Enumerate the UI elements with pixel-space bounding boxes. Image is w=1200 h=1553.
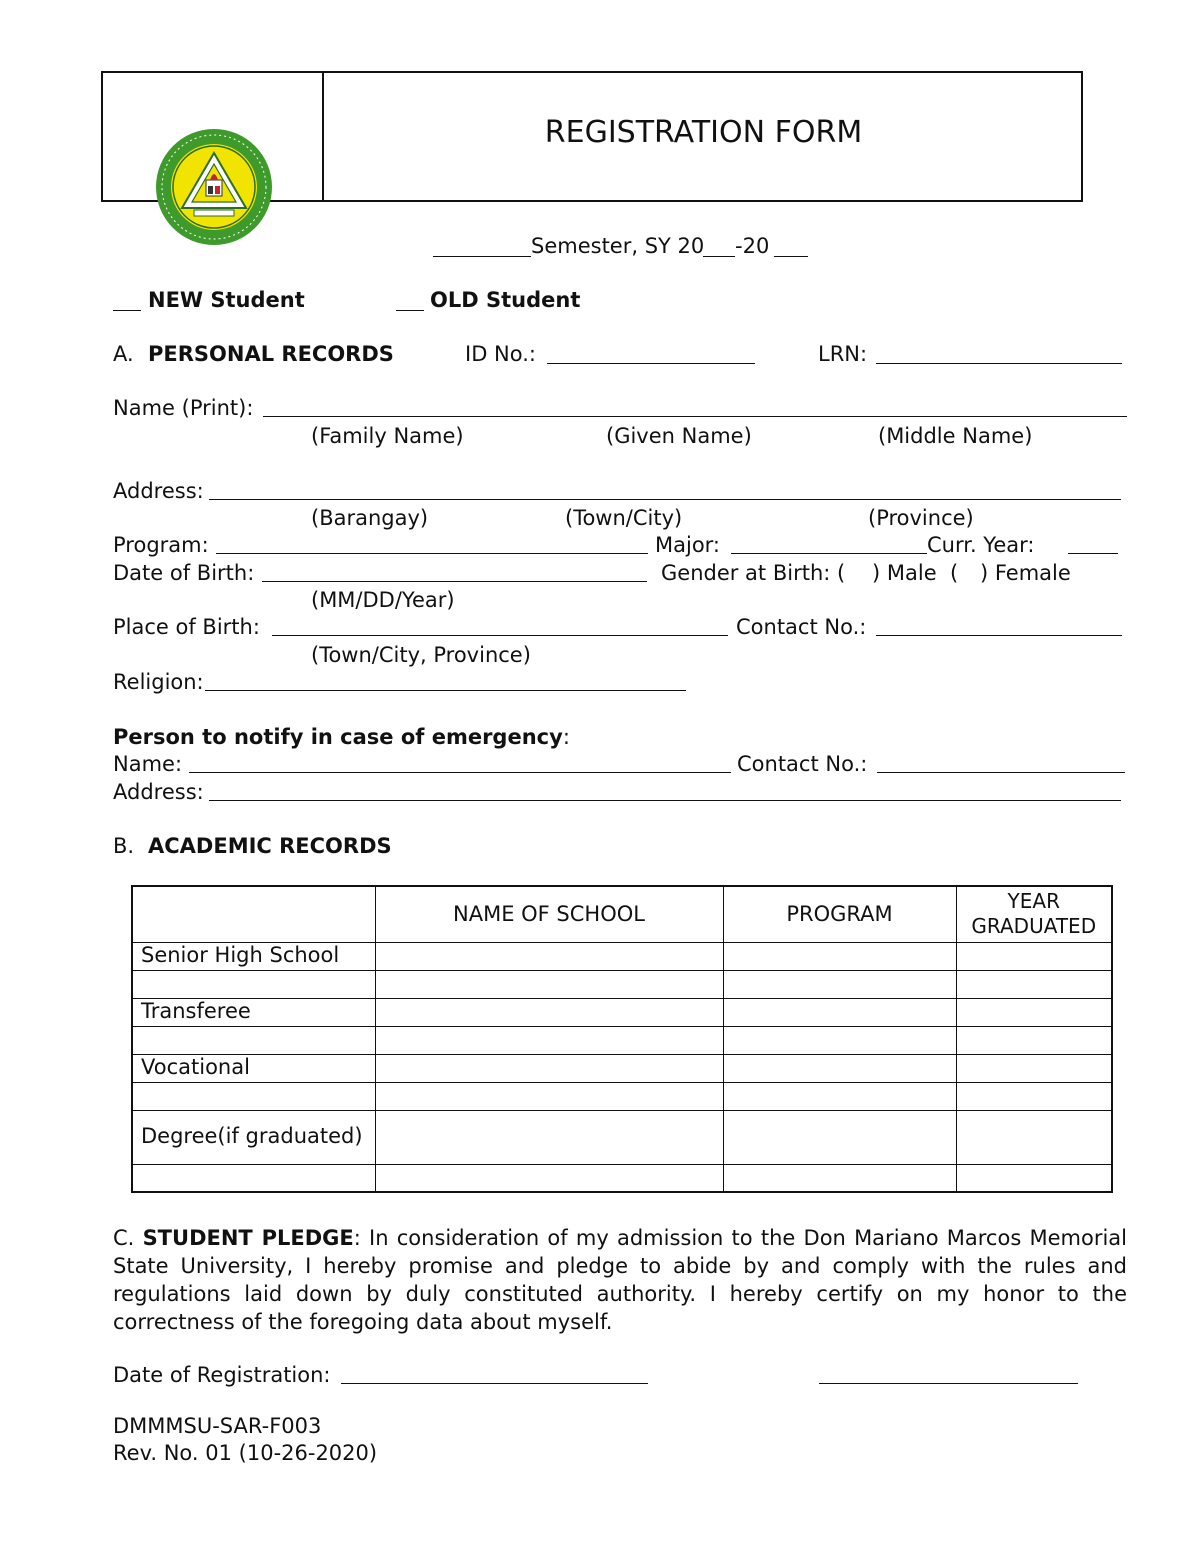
sy-dash-label: -20	[735, 234, 770, 258]
curr-year-label: Curr. Year:	[927, 533, 1035, 557]
middle-name-hint: (Middle Name)	[878, 424, 1033, 448]
school-cell[interactable]	[375, 942, 723, 970]
section-c-heading: STUDENT PLEDGE	[142, 1226, 354, 1250]
year-cell[interactable]	[956, 998, 1112, 1026]
emergency-heading-colon: :	[562, 725, 570, 749]
year-cell[interactable]	[956, 1110, 1112, 1164]
address-field[interactable]	[209, 499, 1121, 500]
table-row	[132, 942, 1112, 970]
emergency-contact-field[interactable]	[877, 772, 1125, 773]
gender-female-open: (	[950, 561, 959, 585]
gender-label: Gender at Birth: (	[661, 561, 846, 585]
column-header-year: YEAR GRADUATED	[956, 886, 1112, 942]
column-header-program: PROGRAM	[723, 886, 956, 942]
province-hint: (Province)	[868, 506, 974, 530]
program-cell[interactable]	[723, 1082, 956, 1110]
column-header-blank	[132, 886, 375, 942]
barangay-hint: (Barangay)	[311, 506, 429, 530]
old-student-label: OLD Student	[430, 288, 581, 312]
program-label: Program:	[113, 533, 209, 557]
lrn-field[interactable]	[876, 363, 1122, 364]
table-header-row	[132, 886, 1112, 942]
table-row	[132, 1110, 1112, 1164]
name-label: Name (Print):	[113, 396, 254, 420]
program-field[interactable]	[216, 553, 648, 554]
year-cell[interactable]	[956, 1082, 1112, 1110]
pob-label: Place of Birth:	[113, 615, 260, 639]
row-label	[132, 1164, 375, 1192]
date-of-registration-label: Date of Registration:	[113, 1363, 331, 1387]
year-cell[interactable]	[956, 970, 1112, 998]
form-code: DMMMSU-SAR-F003	[113, 1414, 322, 1438]
new-student-label: NEW Student	[148, 288, 305, 312]
program-cell[interactable]	[723, 1110, 956, 1164]
name-field[interactable]	[263, 416, 1127, 417]
row-label	[132, 970, 375, 998]
school-cell[interactable]	[375, 970, 723, 998]
id-no-field[interactable]	[547, 363, 755, 364]
table-row	[132, 998, 1112, 1026]
family-name-hint: (Family Name)	[311, 424, 464, 448]
emergency-heading	[113, 727, 570, 748]
school-cell[interactable]	[375, 1110, 723, 1164]
school-cell[interactable]	[375, 1026, 723, 1054]
dob-field[interactable]	[262, 581, 647, 582]
section-b-heading: ACADEMIC RECORDS	[148, 834, 392, 858]
row-label	[132, 1026, 375, 1054]
dob-label: Date of Birth:	[113, 561, 255, 585]
major-label: Major:	[655, 533, 721, 557]
school-cell[interactable]	[375, 1164, 723, 1192]
pob-hint: (Town/City, Province)	[311, 643, 531, 667]
emergency-address-label: Address:	[113, 780, 204, 804]
gender-male-option[interactable]: ) Male	[872, 561, 937, 585]
revision-number: Rev. No. 01 (10-26-2020)	[113, 1441, 378, 1465]
contact-label: Contact No.:	[736, 615, 867, 639]
student-pledge-paragraph	[113, 1224, 1127, 1336]
school-cell[interactable]	[375, 1082, 723, 1110]
religion-label: Religion:	[113, 670, 204, 694]
contact-field[interactable]	[876, 635, 1122, 636]
section-a-heading: PERSONAL RECORDS	[148, 342, 394, 366]
emergency-name-field[interactable]	[189, 772, 731, 773]
academic-records-table	[131, 885, 1113, 1193]
semester-blank[interactable]	[433, 256, 531, 257]
new-student-blank[interactable]	[113, 310, 141, 311]
major-field[interactable]	[731, 553, 927, 554]
program-cell[interactable]	[723, 998, 956, 1026]
row-label: Vocational	[132, 1054, 375, 1082]
date-of-registration-field[interactable]	[341, 1383, 648, 1384]
dob-hint: (MM/DD/Year)	[311, 588, 455, 612]
emergency-address-field[interactable]	[209, 800, 1121, 801]
semester-label: Semester, SY 20	[531, 234, 705, 258]
id-no-label: ID No.:	[465, 342, 536, 366]
sy-start-blank[interactable]	[703, 256, 735, 257]
town-city-hint: (Town/City)	[565, 506, 683, 530]
table-row	[132, 1082, 1112, 1110]
section-c-letter: C.	[113, 1226, 135, 1250]
university-seal-logo	[150, 128, 278, 246]
row-label: Degree(if graduated)	[132, 1110, 375, 1164]
emergency-contact-label: Contact No.:	[737, 752, 868, 776]
table-row	[132, 1164, 1112, 1192]
year-cell[interactable]	[956, 1054, 1112, 1082]
section-b-letter: B.	[113, 834, 135, 858]
emergency-name-label: Name:	[113, 752, 183, 776]
curr-year-field[interactable]	[1068, 553, 1118, 554]
address-label: Address:	[113, 479, 204, 503]
program-cell[interactable]	[723, 1026, 956, 1054]
year-cell[interactable]	[956, 1026, 1112, 1054]
school-cell[interactable]	[375, 998, 723, 1026]
given-name-hint: (Given Name)	[606, 424, 752, 448]
program-cell[interactable]	[723, 970, 956, 998]
lrn-label: LRN:	[818, 342, 868, 366]
gender-female-option[interactable]: ) Female	[980, 561, 1071, 585]
program-cell[interactable]	[723, 1054, 956, 1082]
column-header-school: NAME OF SCHOOL	[375, 886, 723, 942]
row-label: Senior High School	[132, 942, 375, 970]
year-cell[interactable]	[956, 942, 1112, 970]
form-title: REGISTRATION FORM	[544, 115, 863, 150]
program-cell[interactable]	[723, 942, 956, 970]
emergency-heading-text: Person to notify in case of emergency	[113, 725, 563, 749]
program-cell[interactable]	[723, 1164, 956, 1192]
signature-field[interactable]	[819, 1383, 1078, 1384]
school-cell[interactable]	[375, 1054, 723, 1082]
pledge-text: : In consideration of my admission to the Don Mariano Marcos Memorial State University, I hereby promise and pledge to abide by and comply with the rules and regulations laid down by duly constituted authority. I hereby certify on my honor to the correctness of the foregoing data about myself.	[113, 1226, 1127, 1334]
table-row	[132, 1054, 1112, 1082]
section-a-letter: A.	[113, 342, 134, 366]
table-row	[132, 970, 1112, 998]
religion-field[interactable]	[205, 690, 686, 691]
year-cell[interactable]	[956, 1164, 1112, 1192]
old-student-blank[interactable]	[396, 310, 424, 311]
row-label: Transferee	[132, 998, 375, 1026]
table-row	[132, 1026, 1112, 1054]
row-label	[132, 1082, 375, 1110]
pob-field[interactable]	[272, 635, 728, 636]
sy-end-blank[interactable]	[774, 256, 808, 257]
